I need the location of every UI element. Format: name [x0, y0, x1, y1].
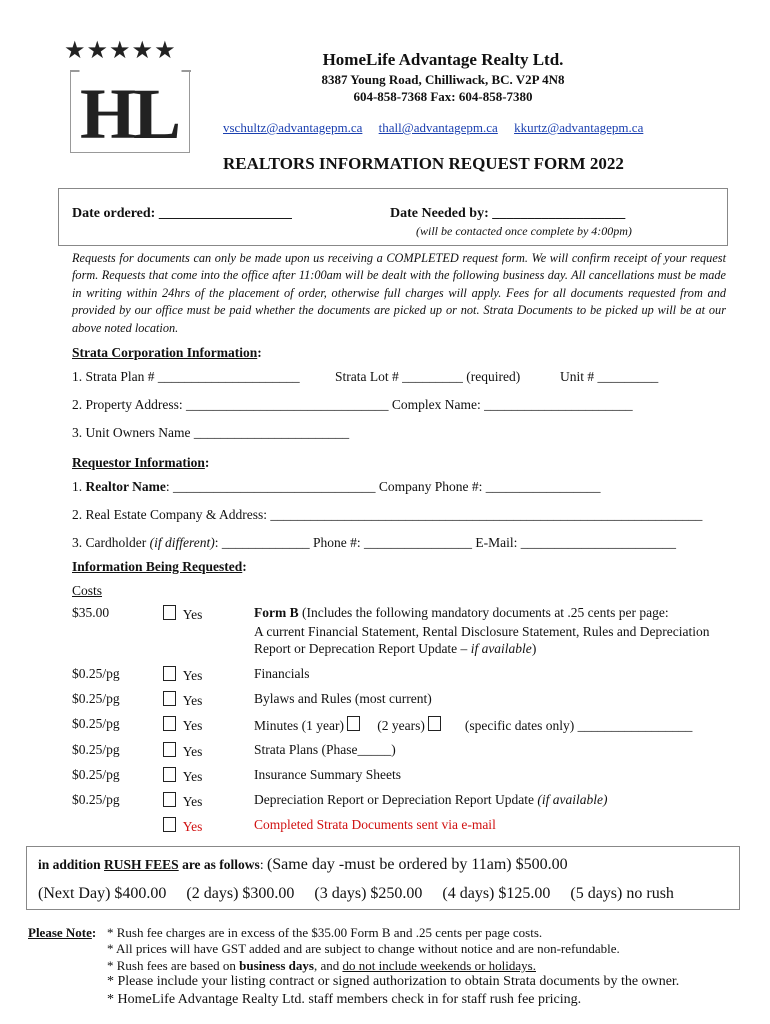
checkbox[interactable] — [163, 716, 176, 731]
formb-price: $35.00 — [72, 605, 110, 620]
email-links — [223, 120, 656, 136]
requestor-heading: Requestor Information: — [72, 455, 210, 470]
item-price: $0.25/pg — [72, 666, 120, 681]
please-note-label: Please Note: — [28, 925, 97, 940]
note-line: * Rush fees are based on business days, and do not include weekends or holidays. — [107, 958, 536, 973]
item-yes[interactable]: Yes — [163, 716, 202, 734]
formb-title: Form B (Includes the following mandatory documents at .25 cents per page: — [254, 605, 669, 620]
item-price: $0.25/pg — [72, 691, 120, 706]
company-phone-fax: 604-858-7368 Fax: 604-858-7380 — [353, 89, 533, 104]
item-yes[interactable]: Yes — [163, 742, 202, 760]
strata-heading: Strata Corporation Information: — [72, 345, 262, 360]
item-label: Financials — [254, 666, 310, 681]
item-price: $0.25/pg — [72, 742, 120, 757]
info-heading: Information Being Requested: — [72, 559, 247, 574]
note-line: * All prices will have GST added and are subject to change without notice and are non-refundable. — [107, 941, 620, 956]
property-address-field[interactable]: 2. Property Address: ______________________________ Complex Name: ______________________ — [72, 397, 633, 412]
formb-yes[interactable]: Yes — [163, 605, 202, 623]
date-ordered-field[interactable]: Date ordered: ___________________ — [72, 206, 292, 221]
strata-plan-field[interactable]: 1. Strata Plan # _____________________ — [72, 369, 300, 384]
minutes-row: Minutes (1 year) (2 years) (specific dates only) _________________ — [254, 718, 693, 733]
item-price: $0.25/pg — [72, 716, 120, 731]
cardholder-field[interactable]: 3. Cardholder (if different): _____________ Phone #: ________________ E-Mail: _______________________ — [72, 535, 676, 550]
costs-label: Costs — [72, 583, 103, 598]
company-address: 8387 Young Road, Chilliwack, BC. V2P 4N8 — [321, 72, 565, 87]
realtor-name-field[interactable]: 1. Realtor Name: ______________________________ Company Phone #: _________________ — [72, 479, 601, 494]
rush-option: (2 days) $300.00 — [186, 885, 295, 902]
checkbox[interactable] — [163, 767, 176, 782]
intro-paragraph: Requests for documents can only be made upon us receiving a COMPLETED request form. We will confirm receipt of your request form. Requests that come into the office after 11:00am will be dealt with the following business day. All cancellations must be made in writing within 24hrs of the placement of order, otherwise full charges will apply. Fees for all documents requested from and provided by our office must be paid whether the documents are picked up or not. Strata Documents to be picked up will be at our above noted location. — [72, 251, 726, 335]
company-address-field[interactable]: 2. Real Estate Company & Address: ________________________________________________________________ — [72, 507, 703, 522]
company-name: HomeLife Advantage Realty Ltd. — [322, 50, 564, 69]
rush-option: (4 days) $125.00 — [442, 885, 551, 902]
checkbox[interactable] — [163, 817, 176, 832]
rush-option: (Next Day) $400.00 — [38, 885, 167, 902]
rush-option: (5 days) no rush — [570, 885, 674, 902]
logo-text: HL — [80, 74, 179, 154]
checkbox[interactable] — [163, 605, 176, 620]
item-label: Depreciation Report or Depreciation Report Update (if available) — [254, 792, 608, 807]
item-price: $0.25/pg — [72, 792, 120, 807]
checkbox-2-years[interactable] — [428, 716, 441, 731]
item-yes[interactable]: Yes — [163, 691, 202, 709]
note-line: * Rush fee charges are in excess of the $35.00 Form B and .25 cents per page costs. — [107, 925, 543, 940]
rush-option: (3 days) $250.00 — [314, 885, 423, 902]
note-line: * Please include your listing contract or signed authorization to obtain Strata documents by the owner. — [107, 974, 680, 989]
rush-options — [38, 885, 674, 903]
item-label: Bylaws and Rules (most current) — [254, 691, 432, 706]
email-yes[interactable]: Yes — [163, 817, 202, 835]
logo-stars: ★★★★★ — [64, 38, 177, 64]
checkbox[interactable] — [163, 792, 176, 807]
strata-lot-field[interactable]: Strata Lot # _________ (required) — [335, 369, 521, 384]
item-label: Strata Plans (Phase_____) — [254, 742, 396, 757]
form-title: REALTORS INFORMATION REQUEST FORM 2022 — [223, 154, 624, 173]
email-link[interactable]: vschultz@advantagepm.ca — [223, 120, 363, 135]
checkbox[interactable] — [163, 691, 176, 706]
date-needed-note: (will be contacted once complete by 4:00pm) — [416, 224, 632, 238]
unit-owners-field[interactable]: 3. Unit Owners Name _______________________ — [72, 425, 350, 440]
formb-desc-line3: Report or Deprecation Report Update – if available) — [254, 641, 537, 656]
item-label: Insurance Summary Sheets — [254, 767, 401, 782]
email-delivery-label: Completed Strata Documents sent via e-mail — [254, 817, 496, 832]
item-yes[interactable]: Yes — [163, 792, 202, 810]
checkbox[interactable] — [163, 742, 176, 757]
email-link[interactable]: kkurtz@advantagepm.ca — [514, 120, 644, 135]
checkbox-1-year[interactable] — [347, 716, 360, 731]
email-link[interactable]: thall@advantagepm.ca — [378, 120, 498, 135]
date-needed-field[interactable]: Date Needed by: ___________________ — [390, 206, 626, 221]
formb-desc-line2: A current Financial Statement, Rental Disclosure Statement, Rules and Depreciation — [254, 624, 710, 639]
item-yes[interactable]: Yes — [163, 666, 202, 684]
item-price: $0.25/pg — [72, 767, 120, 782]
item-yes[interactable]: Yes — [163, 767, 202, 785]
checkbox[interactable] — [163, 666, 176, 681]
note-line: * HomeLife Advantage Realty Ltd. staff members check in for staff rush fee pricing. — [107, 992, 582, 1007]
unit-field[interactable]: Unit # _________ — [560, 369, 659, 384]
rush-fees-line1: in addition RUSH FEES are as follows: (Same day -must be ordered by 11am) $500.00 — [38, 856, 568, 873]
